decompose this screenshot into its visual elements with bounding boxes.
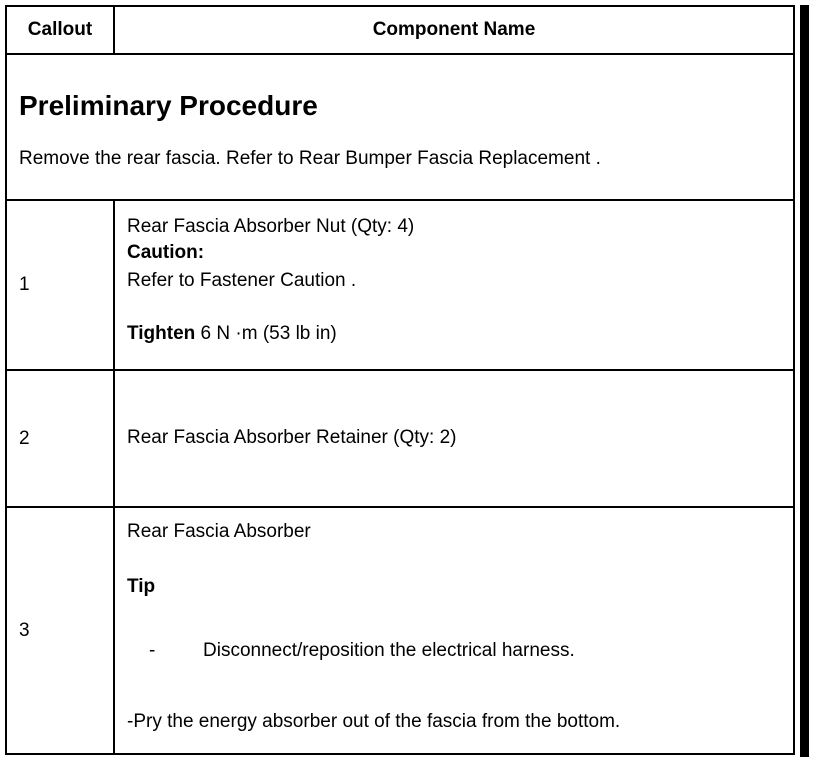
row-callout <box>7 508 115 753</box>
tip-item: Disconnect/reposition the electrical harness. <box>203 640 575 661</box>
tighten-label: Tighten <box>127 323 196 344</box>
tighten-spec <box>127 322 337 346</box>
caution-text: Refer to Fastener Caution . <box>127 270 357 291</box>
component-name: Rear Fascia Absorber Nut (Qty: 4) <box>127 216 415 237</box>
preliminary-title: Preliminary Procedure <box>19 90 318 121</box>
row-callout <box>7 371 115 506</box>
table-row <box>7 508 793 753</box>
callout-number: 1 <box>19 274 30 295</box>
table-header <box>7 7 793 55</box>
callout-number: 3 <box>19 619 30 641</box>
tip-label: Tip <box>127 576 156 597</box>
component-name: Rear Fascia Absorber Retainer (Qty: 2) <box>127 427 457 448</box>
table-row <box>7 371 793 508</box>
header-component-name: Component Name <box>372 19 536 40</box>
caution-label: Caution: <box>127 242 205 263</box>
preliminary-procedure <box>7 55 793 201</box>
row-callout <box>7 201 115 369</box>
row-body <box>115 201 793 369</box>
procedure-note: -Pry the energy absorber out of the fascia from the bottom. <box>127 711 621 732</box>
callout-number: 2 <box>19 427 30 449</box>
right-border-bar <box>800 5 809 757</box>
component-name: Rear Fascia Absorber <box>127 521 311 542</box>
tighten-value: 6 N ·m (53 lb in) <box>195 323 337 344</box>
table-row <box>7 201 793 371</box>
component-table <box>5 5 795 755</box>
preliminary-text: Remove the rear fascia. Refer to Rear Bumper Fascia Replacement . <box>19 148 601 169</box>
bullet-dash: - <box>149 640 156 661</box>
row-body <box>115 371 793 506</box>
header-callout: Callout <box>7 7 115 53</box>
row-body <box>115 508 793 753</box>
